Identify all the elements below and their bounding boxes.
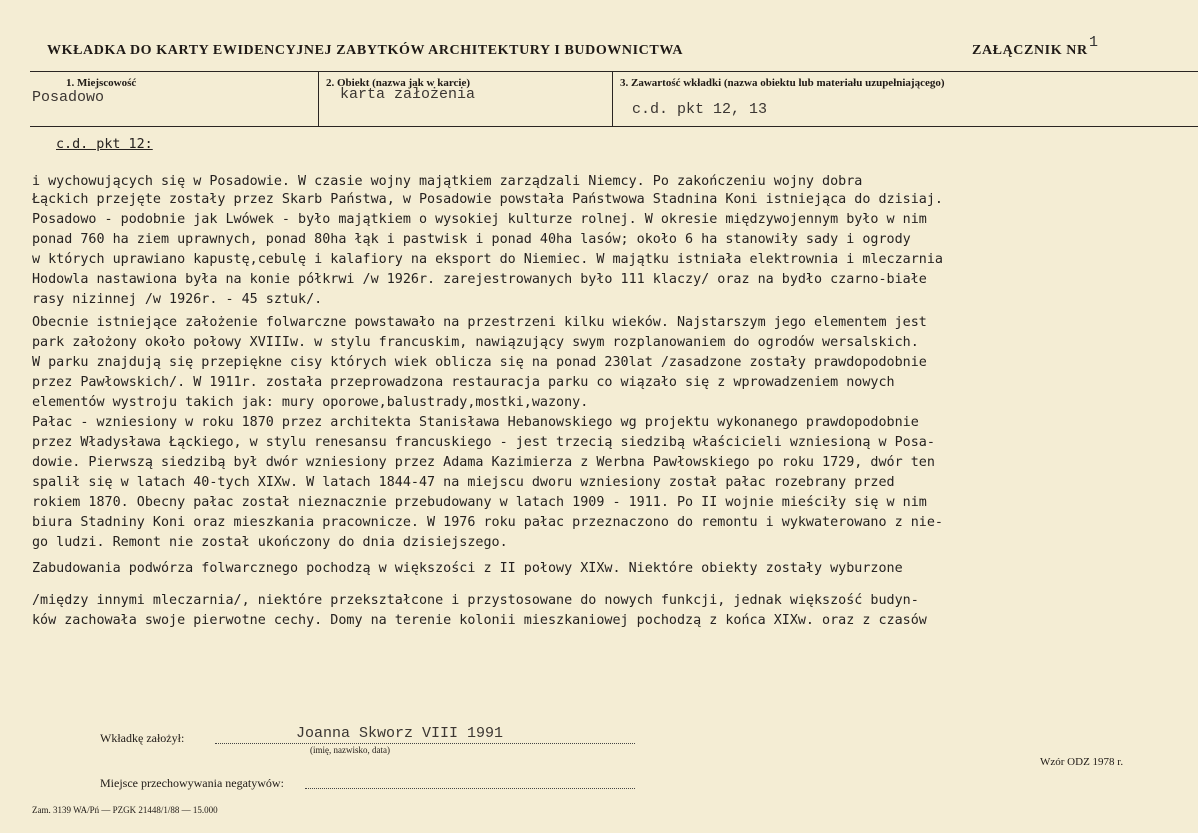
author-label: Wkładkę założył: (100, 731, 185, 745)
text-line: przez Władysława Łąckiego, w stylu renesansu francuskiego - jest trzecią siedzibą właścicieli wzniesioną w Posa- (32, 435, 935, 450)
column-divider-2 (612, 71, 613, 126)
text-line: przez Pawłowskich/. W 1911r. została przeprowadzona restauracja parku co wiązało się z wprowadzeniem nowych (32, 375, 895, 390)
negatives-label: Miejsce przechowywania negatywów: (100, 776, 284, 790)
text-line: Obecnie istniejące założenie folwarczne powstawało na przestrzeni kilku wieków. Najstarszym jego elementem jest (32, 315, 927, 330)
text-line: dowie. Pierwszą siedzibą był dwór wzniesiony przez Adama Kazimierza z Werbna Pawłowskiego po roku 1729, dwór ten (32, 455, 935, 470)
text-line: Łąckich przejęte zostały przez Skarb Państwa, w Posadowie powstała Państwowa Stadnina Koni istniejąca do dzisiaj. (32, 192, 943, 207)
text-line: biura Stadniny Koni oraz mieszkania pracownicze. W 1976 roku pałac przeznaczono do remontu i wykwaterowano z nie- (32, 515, 943, 530)
attachment-number: 1 (1089, 34, 1099, 51)
continuation-heading: c.d. pkt 12: (56, 137, 153, 152)
column-divider-1 (318, 71, 319, 126)
text-line: i wychowujących się w Posadowie. W czasie wojny majątkiem zarządzali Niemcy. Po zakończeniu wojny dobra (32, 174, 863, 189)
text-line: ponad 760 ha ziem uprawnych, ponad 80ha łąk i pastwisk i ponad 40ha lasów; około 6 ha stanowiły sady i ogrody (32, 232, 911, 247)
content-value: c.d. pkt 12, 13 (632, 101, 768, 118)
text-line: Hodowla nastawiona była na konie półkrwi /w 1926r. zarejestrowanych było 111 klaczy/ oraz na bydło czarno-białe (32, 272, 927, 287)
locality-value: Posadowo (32, 89, 105, 106)
author-dotted-line (215, 743, 635, 744)
text-line: Zabudowania podwórza folwarcznego pochodzą w większości z II połowy XIXw. Niektóre obiekty zostały wyburzone (32, 561, 903, 576)
text-line: go ludzi. Remont nie został ukończony do dnia dzisiejszego. (32, 535, 508, 550)
content-label: 3. Zawartość wkładki (nazwa obiektu lub materiału uzupełniającego) (620, 77, 945, 89)
attachment-label: ZAŁĄCZNIK NR (972, 43, 1088, 58)
header-top-rule (30, 71, 1198, 72)
locality-label: 1. Miejscowość (66, 77, 137, 89)
negatives-dotted-line (305, 788, 635, 789)
text-line: Posadowo - podobnie jak Lwówek - było majątkiem o wysokiej kulturze rolnej. W okresie międzywojennym było w nim (32, 212, 927, 227)
object-value: karta założenia (340, 86, 476, 103)
text-line: /między innymi mleczarnia/, niektóre przekształcone i przystosowane do nowych funkcji, jednak większość budyn- (32, 593, 919, 608)
print-order-note: Zam. 3139 WA/Pń — PZGK 21448/1/88 — 15.000 (32, 805, 218, 815)
form-version: Wzór ODZ 1978 r. (1040, 756, 1124, 768)
author-value: Joanna Skworz VIII 1991 (296, 725, 504, 742)
text-line: park założony około połowy XVIIIw. w stylu francuskim, nawiązujący swym rozplanowaniem do ogrodów wersalskich. (32, 335, 919, 350)
text-line: w których uprawiano kapustę,cebulę i kalafiory na eksport do Niemiec. W majątku istniała elektrownia i mleczarnia (32, 252, 943, 267)
text-line: ków zachowała swoje pierwotne cechy. Domy na terenie kolonii mieszkaniowej pochodzą z końca XIXw. oraz z czasów (32, 613, 927, 628)
header-bottom-rule (30, 126, 1198, 127)
text-line: Pałac - wzniesiony w roku 1870 przez architekta Stanisława Hebanowskiego wg projektu wykonanego prawdopodobnie (32, 415, 919, 430)
text-line: spalił się w latach 40-tych XIXw. W latach 1844-47 na miejscu dworu wzniesiony został pałac rozebrany przed (32, 475, 895, 490)
card-title: WKŁADKA DO KARTY EWIDENCYJNEJ ZABYTKÓW ARCHITEKTURY I BUDOWNICTWA (47, 43, 684, 58)
text-line: W parku znajdują się przepiękne cisy których wiek oblicza się na ponad 230lat /zasadzone zostały prawdopodobnie (32, 355, 927, 370)
text-line: rasy nizinnej /w 1926r. - 45 sztuk/. (32, 292, 323, 307)
text-line: rokiem 1870. Obecny pałac został nieznacznie przebudowany w latach 1909 - 1911. Po II wojnie mieściły się w nim (32, 495, 927, 510)
object-label: 2. Obiekt (nazwa jak w karcie) (326, 77, 471, 89)
text-line: elementów wystroju takich jak: mury oporowe,balustrady,mostki,wazony. (32, 395, 589, 410)
author-hint: (imię, nazwisko, data) (310, 745, 390, 755)
